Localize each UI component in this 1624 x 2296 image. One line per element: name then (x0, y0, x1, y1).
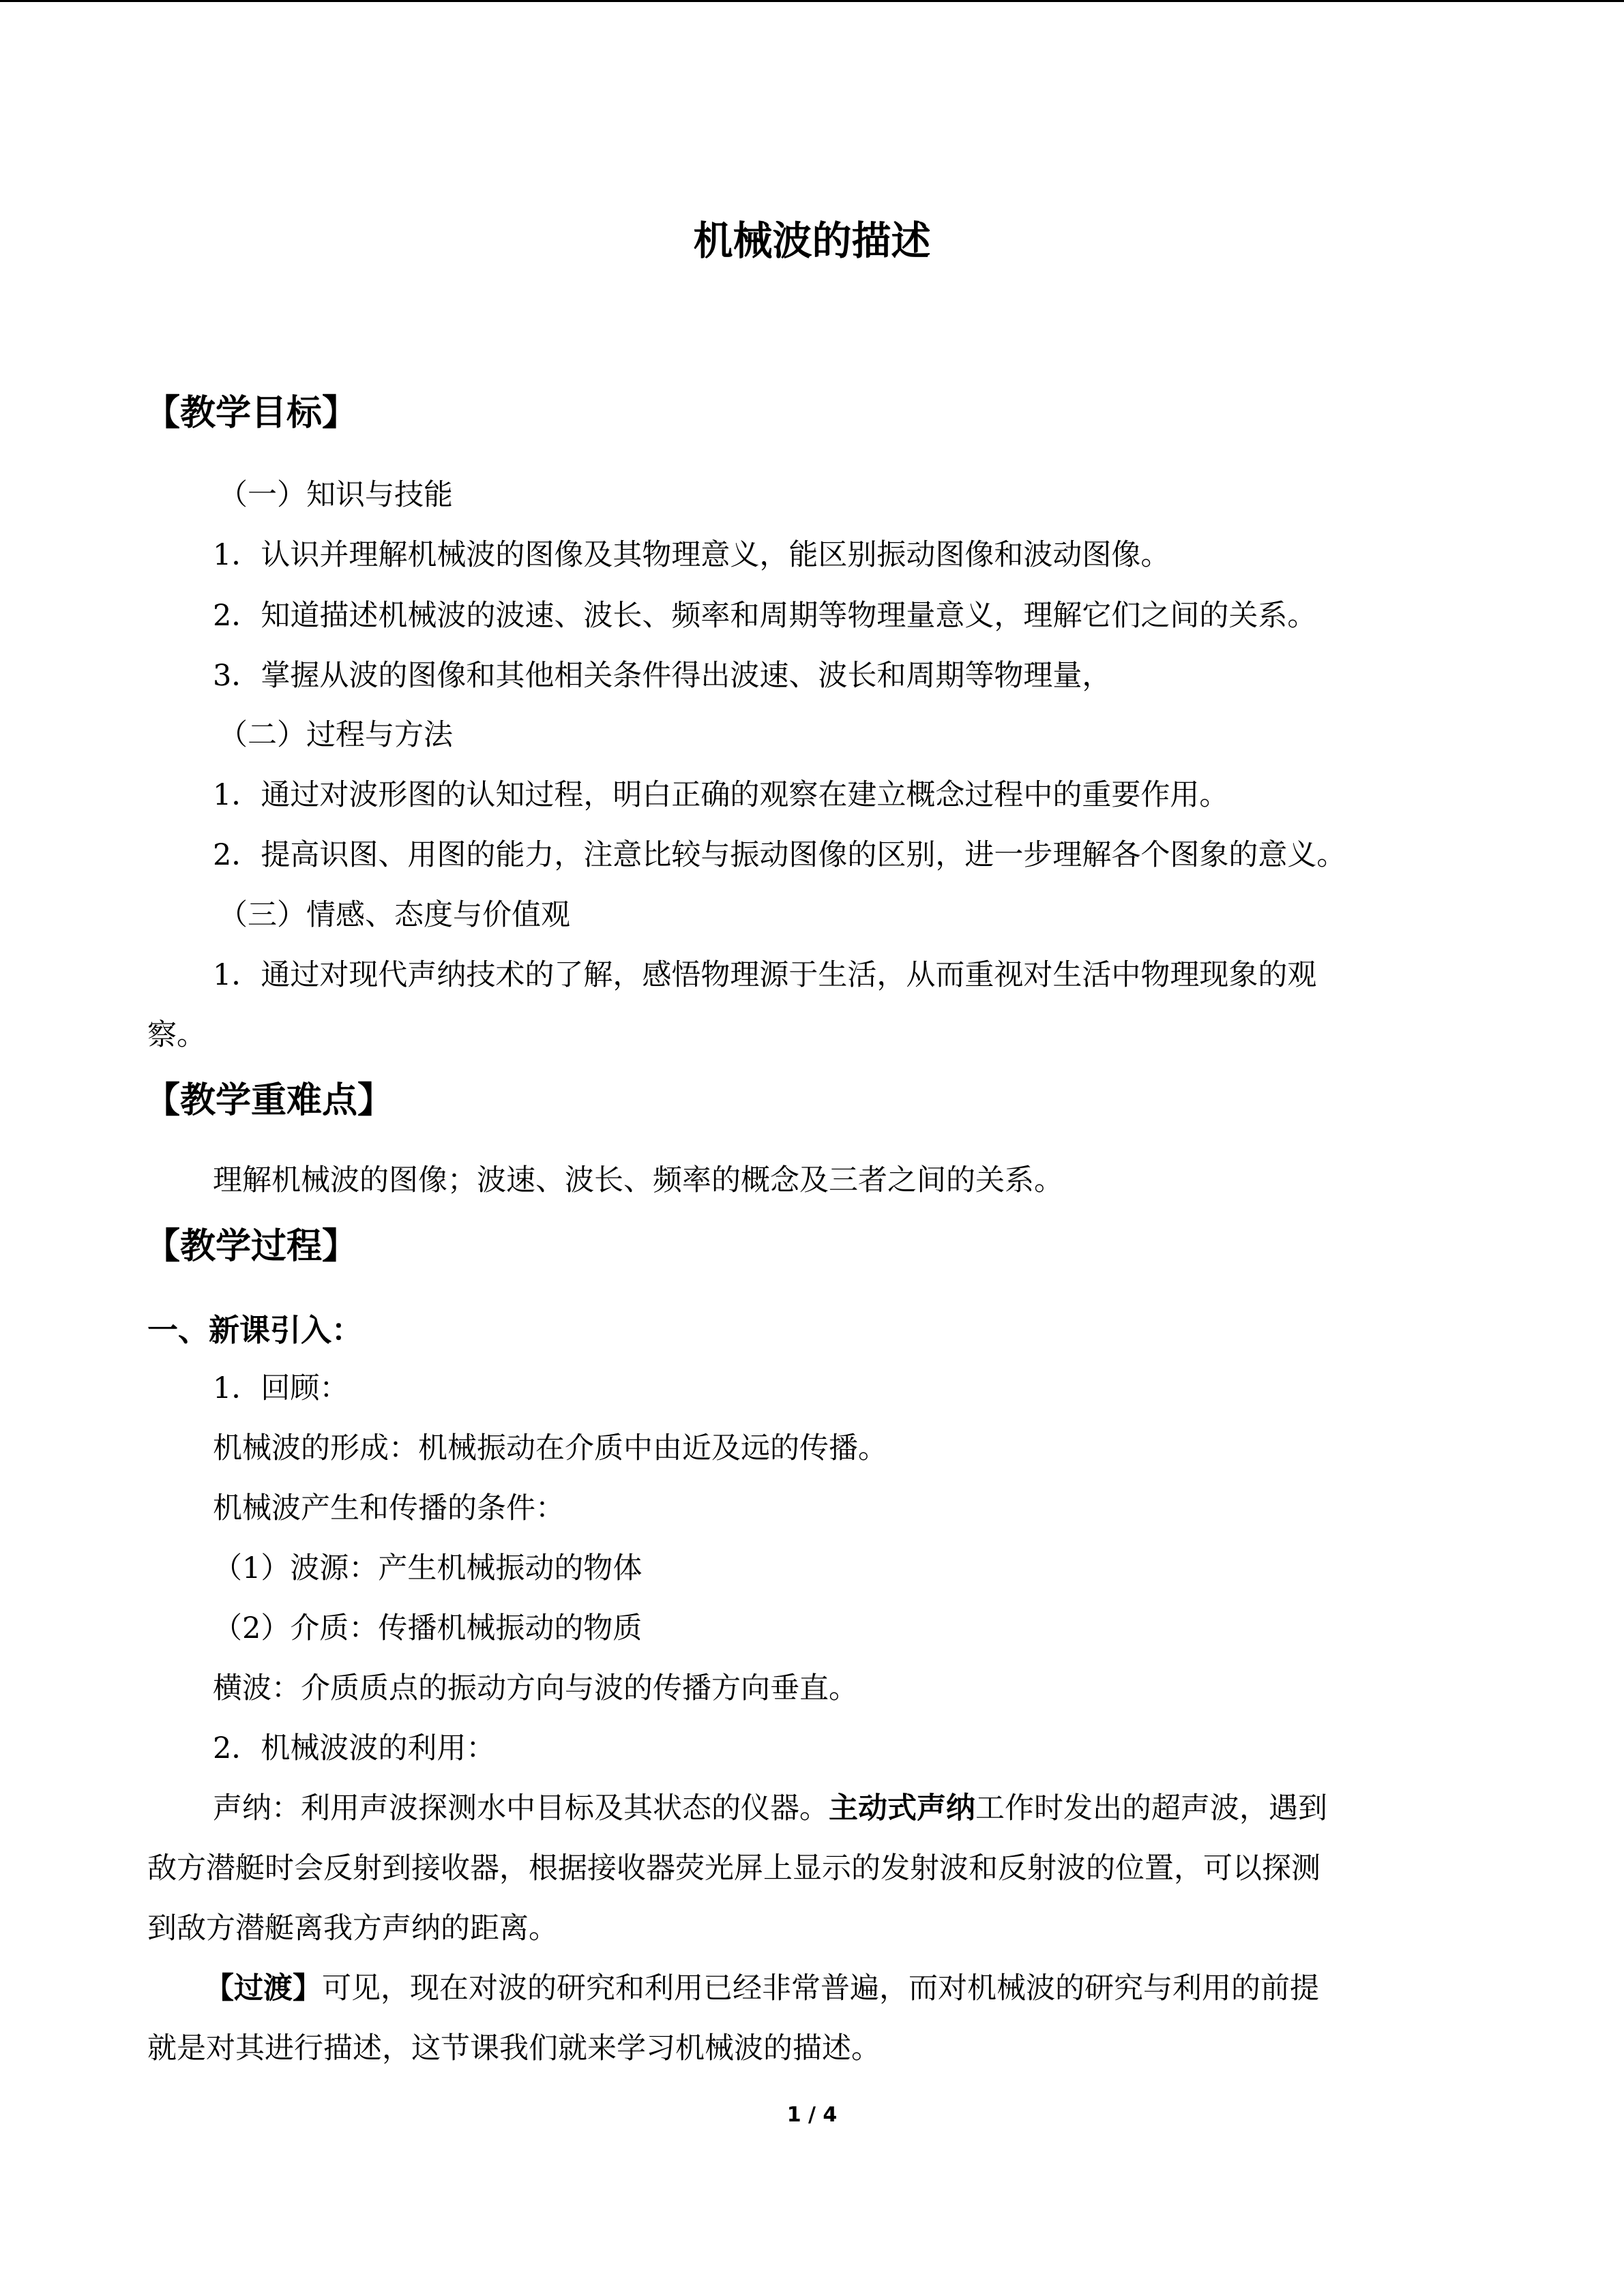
objectives-emotion-1-line1: 1．通过对现代声纳技术的了解，感悟物理源于生活，从而重视对生活中物理现象的观 (213, 958, 1317, 992)
intro-usage: 2．机械波波的利用： (213, 1731, 496, 1765)
key-points-text: 理解机械波的图像；波速、波长、频率的概念及三者之间的关系。 (213, 1163, 1063, 1197)
objectives-process-2: 2．提高识图、用图的能力，注意比较与振动图像的区别，进一步理解各个图象的意义。 (213, 838, 1346, 872)
objectives-knowledge-3: 3．掌握从波的图像和其他相关条件得出波速、波长和周期等物理量， (213, 659, 1112, 693)
section-heading-key-points: 【教学重难点】 (145, 1079, 394, 1121)
transition-rest: 可见，现在对波的研究和利用已经非常普遍，而对机械波的研究与利用的前提 (322, 1971, 1319, 2006)
transition-line-2: 就是对其进行描述，这节课我们就来学习机械波的描述。 (147, 2031, 881, 2066)
transition-label: 【过渡】 (205, 1971, 322, 2006)
objectives-knowledge-1: 1．认识并理解机械波的图像及其物理意义，能区别振动图像和波动图像。 (213, 538, 1170, 572)
page-number: 1 / 4 (786, 2103, 838, 2127)
objectives-emotion-1-line2: 察。 (147, 1018, 206, 1052)
objectives-process-1: 1．通过对波形图的认知过程，明白正确的观察在建立概念过程中的重要作用。 (213, 778, 1229, 812)
intro-condition-1: （1）波源：产生机械振动的物体 (213, 1551, 643, 1585)
intro-review: 1．回顾： (213, 1371, 349, 1405)
intro-conditions: 机械波产生和传播的条件： (213, 1491, 565, 1525)
objectives-process-heading: （二）过程与方法 (218, 718, 453, 752)
intro-heading: 一、新课引入： (147, 1312, 363, 1348)
objectives-knowledge-2: 2．知道描述机械波的波速、波长、频率和周期等物理量意义，理解它们之间的关系。 (213, 599, 1317, 633)
sonar-rest: 工作时发出的超声波，遇到 (975, 1791, 1327, 1825)
top-border-line (0, 0, 1624, 2)
objectives-emotion-heading: （三）情感、态度与价值观 (218, 898, 570, 932)
intro-formation: 机械波的形成：机械振动在介质中由近及远的传播。 (213, 1431, 887, 1465)
sonar-prefix: 声纳：利用声波探测水中目标及其状态的仪器。 (213, 1791, 829, 1825)
objectives-knowledge-heading: （一）知识与技能 (218, 478, 453, 512)
intro-condition-2: （2）介质：传播机械振动的物质 (213, 1611, 643, 1645)
sonar-line-3: 到敌方潜艇离我方声纳的距离。 (147, 1911, 558, 1945)
sonar-line-2: 敌方潜艇时会反射到接收器，根据接收器荧光屏上显示的发射波和反射波的位置，可以探测 (147, 1851, 1320, 1885)
sonar-bold-term: 主动式声纳 (829, 1791, 975, 1825)
page-title: 机械波的描述 (693, 218, 931, 264)
transition-line-1 (205, 1971, 1319, 2006)
section-heading-process: 【教学过程】 (145, 1225, 358, 1267)
section-heading-objectives: 【教学目标】 (145, 392, 358, 434)
sonar-line-1 (213, 1791, 1327, 1826)
intro-transverse: 横波：介质质点的振动方向与波的传播方向垂直。 (213, 1671, 858, 1705)
